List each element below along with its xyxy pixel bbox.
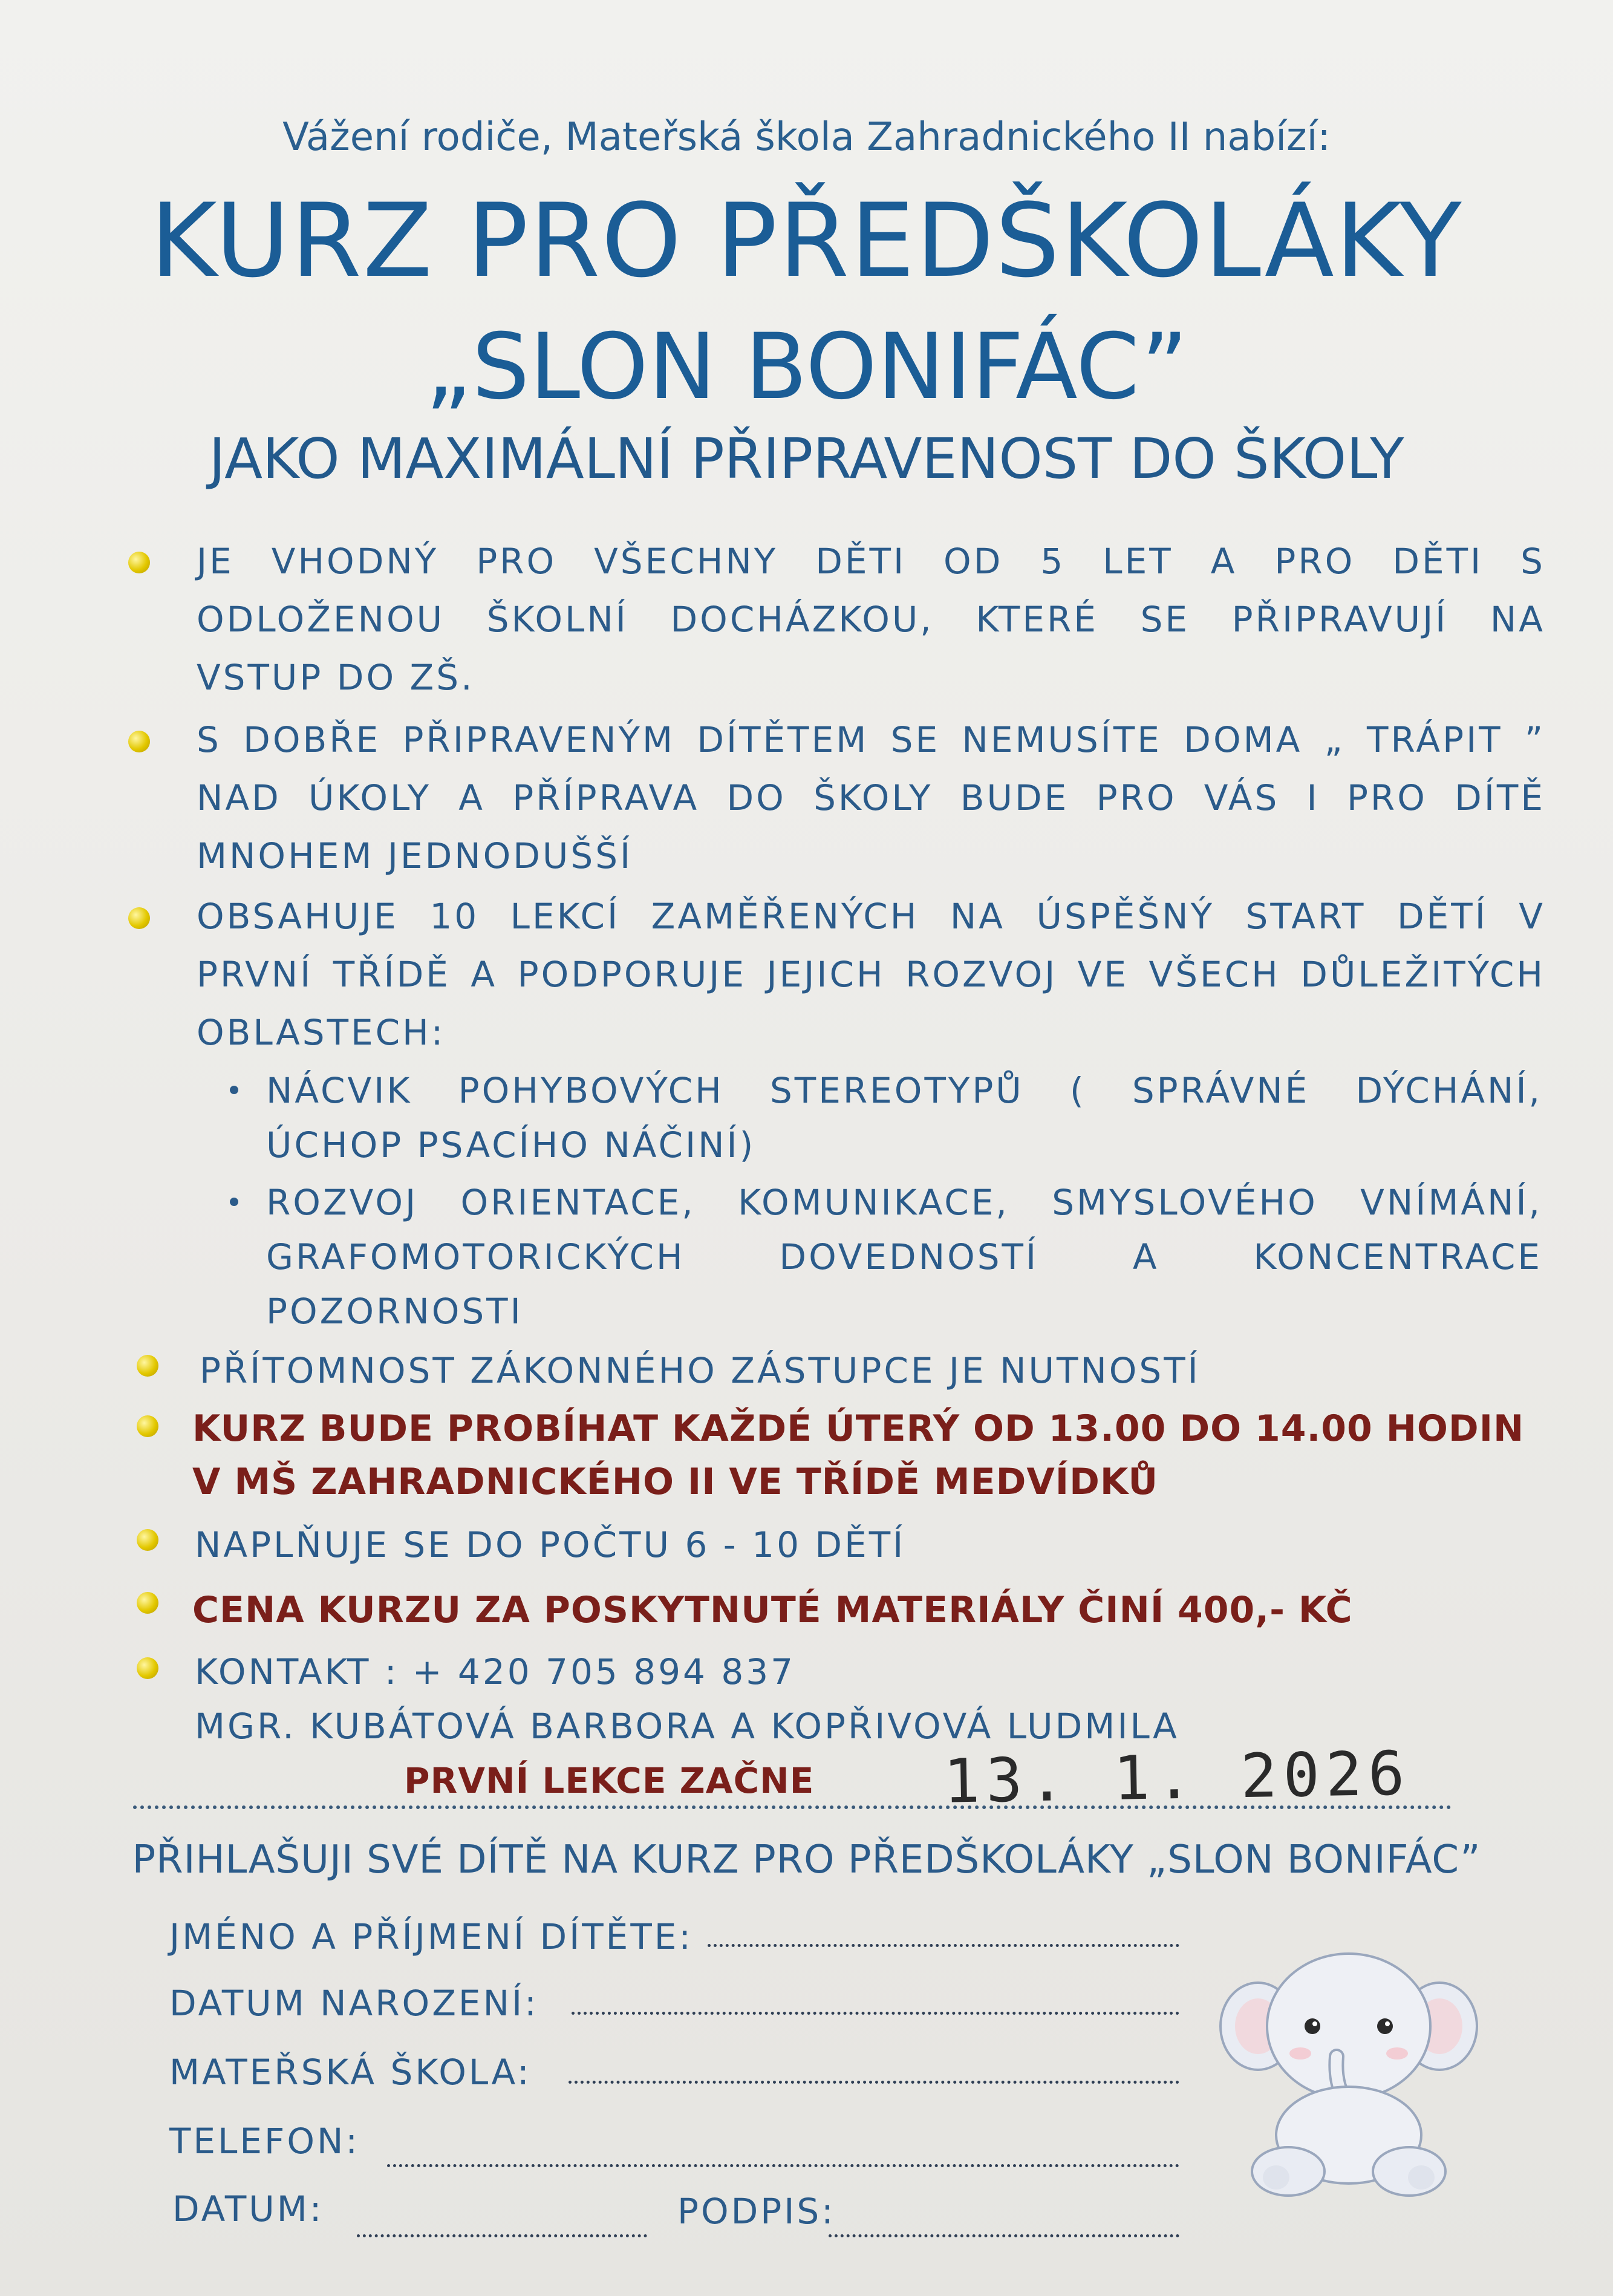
- sub-bullet-dot: [230, 1198, 238, 1206]
- bullet-1-line-2: ODLOŽENOU ŠKOLNÍ DOCHÁZKOU, KTERÉ SE PŘIPRAVUJÍ NA: [197, 599, 1545, 640]
- bullet-6: NAPLŇUJE SE DO POČTU 6 - 10 DĚTÍ: [195, 1524, 906, 1565]
- phone-field[interactable]: [387, 2164, 1179, 2167]
- bullet-1-line-1: JE VHODNÝ PRO VŠECHNY DĚTI OD 5 LET A PRO DĚTI S: [197, 541, 1545, 582]
- baby-elephant-icon: [1216, 1936, 1482, 2202]
- contact-phone: KONTAKT : + 420 705 894 837: [195, 1651, 796, 1692]
- course-name: „SLON BONIFÁC”: [425, 315, 1188, 420]
- first-lesson-label: PRVNÍ LEKCE ZAČNE: [404, 1760, 815, 1801]
- yellow-dot-icon: [137, 1592, 158, 1614]
- yellow-dot-icon: [137, 1529, 158, 1551]
- bullet-3-line-2: PRVNÍ TŘÍDĚ A PODPORUJE JEJICH ROZVOJ VE VŠECH DŮLEŽITÝCH: [197, 954, 1545, 995]
- birth-date-field[interactable]: [572, 2012, 1179, 2015]
- subtitle: JAKO MAXIMÁLNÍ PŘIPRAVENOST DO ŠKOLY: [209, 426, 1404, 491]
- sub-bullet-2-line-3: POZORNOSTI: [266, 1291, 523, 1332]
- bullet-2-line-2: NAD ÚKOLY A PŘÍPRAVA DO ŠKOLY BUDE PRO VÁS I PRO DÍTĚ: [197, 777, 1545, 818]
- bullet-5-line-2: V MŠ ZAHRADNICKÉHO II VE TŘÍDĚ MEDVÍDKŮ: [192, 1461, 1159, 1503]
- first-lesson-date: 13. 1. 2026: [943, 1738, 1412, 1817]
- bullet-1-line-3: VSTUP DO ZŠ.: [197, 657, 475, 698]
- sub-bullet-dot: [230, 1086, 238, 1094]
- yellow-dot-icon: [137, 1355, 158, 1377]
- child-name-label: JMÉNO A PŘÍJMENÍ DÍTĚTE:: [169, 1916, 693, 1957]
- date-label: DATUM:: [172, 2188, 324, 2229]
- signature-label: PODPIS:: [677, 2191, 836, 2232]
- signature-field[interactable]: [829, 2234, 1179, 2237]
- contact-names: MGR. KUBÁTOVÁ BARBORA A KOPŘIVOVÁ LUDMILA: [195, 1706, 1179, 1747]
- sub-bullet-2-line-1: ROZVOJ ORIENTACE, KOMUNIKACE, SMYSLOVÉHO VNÍMÁNÍ,: [266, 1182, 1542, 1223]
- cut-line: [133, 1805, 1452, 1809]
- yellow-dot-icon: [128, 731, 150, 752]
- school-field[interactable]: [569, 2081, 1179, 2084]
- phone-label: TELEFON:: [169, 2121, 360, 2162]
- child-name-field[interactable]: [708, 1944, 1179, 1947]
- bullet-3-line-1: OBSAHUJE 10 LEKCÍ ZAMĚŘENÝCH NA ÚSPĚŠNÝ START DĚTÍ V: [197, 896, 1545, 937]
- yellow-dot-icon: [137, 1657, 158, 1679]
- bullet-3-line-3: OBLASTECH:: [197, 1012, 446, 1053]
- bullet-2-line-3: MNOHEM JEDNODUŠŠÍ: [197, 835, 633, 876]
- page-title: KURZ PRO PŘEDŠKOLÁKY: [150, 181, 1463, 300]
- bullet-7: CENA KURZU ZA POSKYTNUTÉ MATERIÁLY ČINÍ 400,- KČ: [192, 1589, 1353, 1631]
- sub-bullet-1-line-1: NÁCVIK POHYBOVÝCH STEREOTYPŮ ( SPRÁVNÉ DÝCHÁNÍ,: [266, 1070, 1542, 1111]
- sub-bullet-2-line-2: GRAFOMOTORICKÝCH DOVEDNOSTÍ A KONCENTRACE: [266, 1236, 1542, 1277]
- yellow-dot-icon: [137, 1415, 158, 1437]
- bullet-2-line-1: S DOBŘE PŘIPRAVENÝM DÍTĚTEM SE NEMUSÍTE DOMA „ TRÁPIT ”: [197, 719, 1545, 760]
- yellow-dot-icon: [128, 552, 150, 573]
- birth-date-label: DATUM NAROZENÍ:: [169, 1983, 539, 2024]
- bullet-4: PŘÍTOMNOST ZÁKONNÉHO ZÁSTUPCE JE NUTNOSTÍ: [200, 1350, 1201, 1391]
- date-field[interactable]: [357, 2234, 647, 2237]
- form-heading: PŘIHLAŠUJI SVÉ DÍTĚ NA KURZ PRO PŘEDŠKOLÁKY „SLON BONIFÁC”: [132, 1838, 1481, 1882]
- sub-bullet-1-line-2: ÚCHOP PSACÍHO NÁČINÍ): [266, 1124, 756, 1166]
- bullet-5-line-1: KURZ BUDE PROBÍHAT KAŽDÉ ÚTERÝ OD 13.00 DO 14.00 HODIN: [192, 1407, 1525, 1450]
- school-label: MATEŘSKÁ ŠKOLA:: [169, 2052, 532, 2093]
- greeting: Vážení rodiče, Mateřská škola Zahradnického II nabízí:: [282, 115, 1331, 160]
- yellow-dot-icon: [128, 907, 150, 929]
